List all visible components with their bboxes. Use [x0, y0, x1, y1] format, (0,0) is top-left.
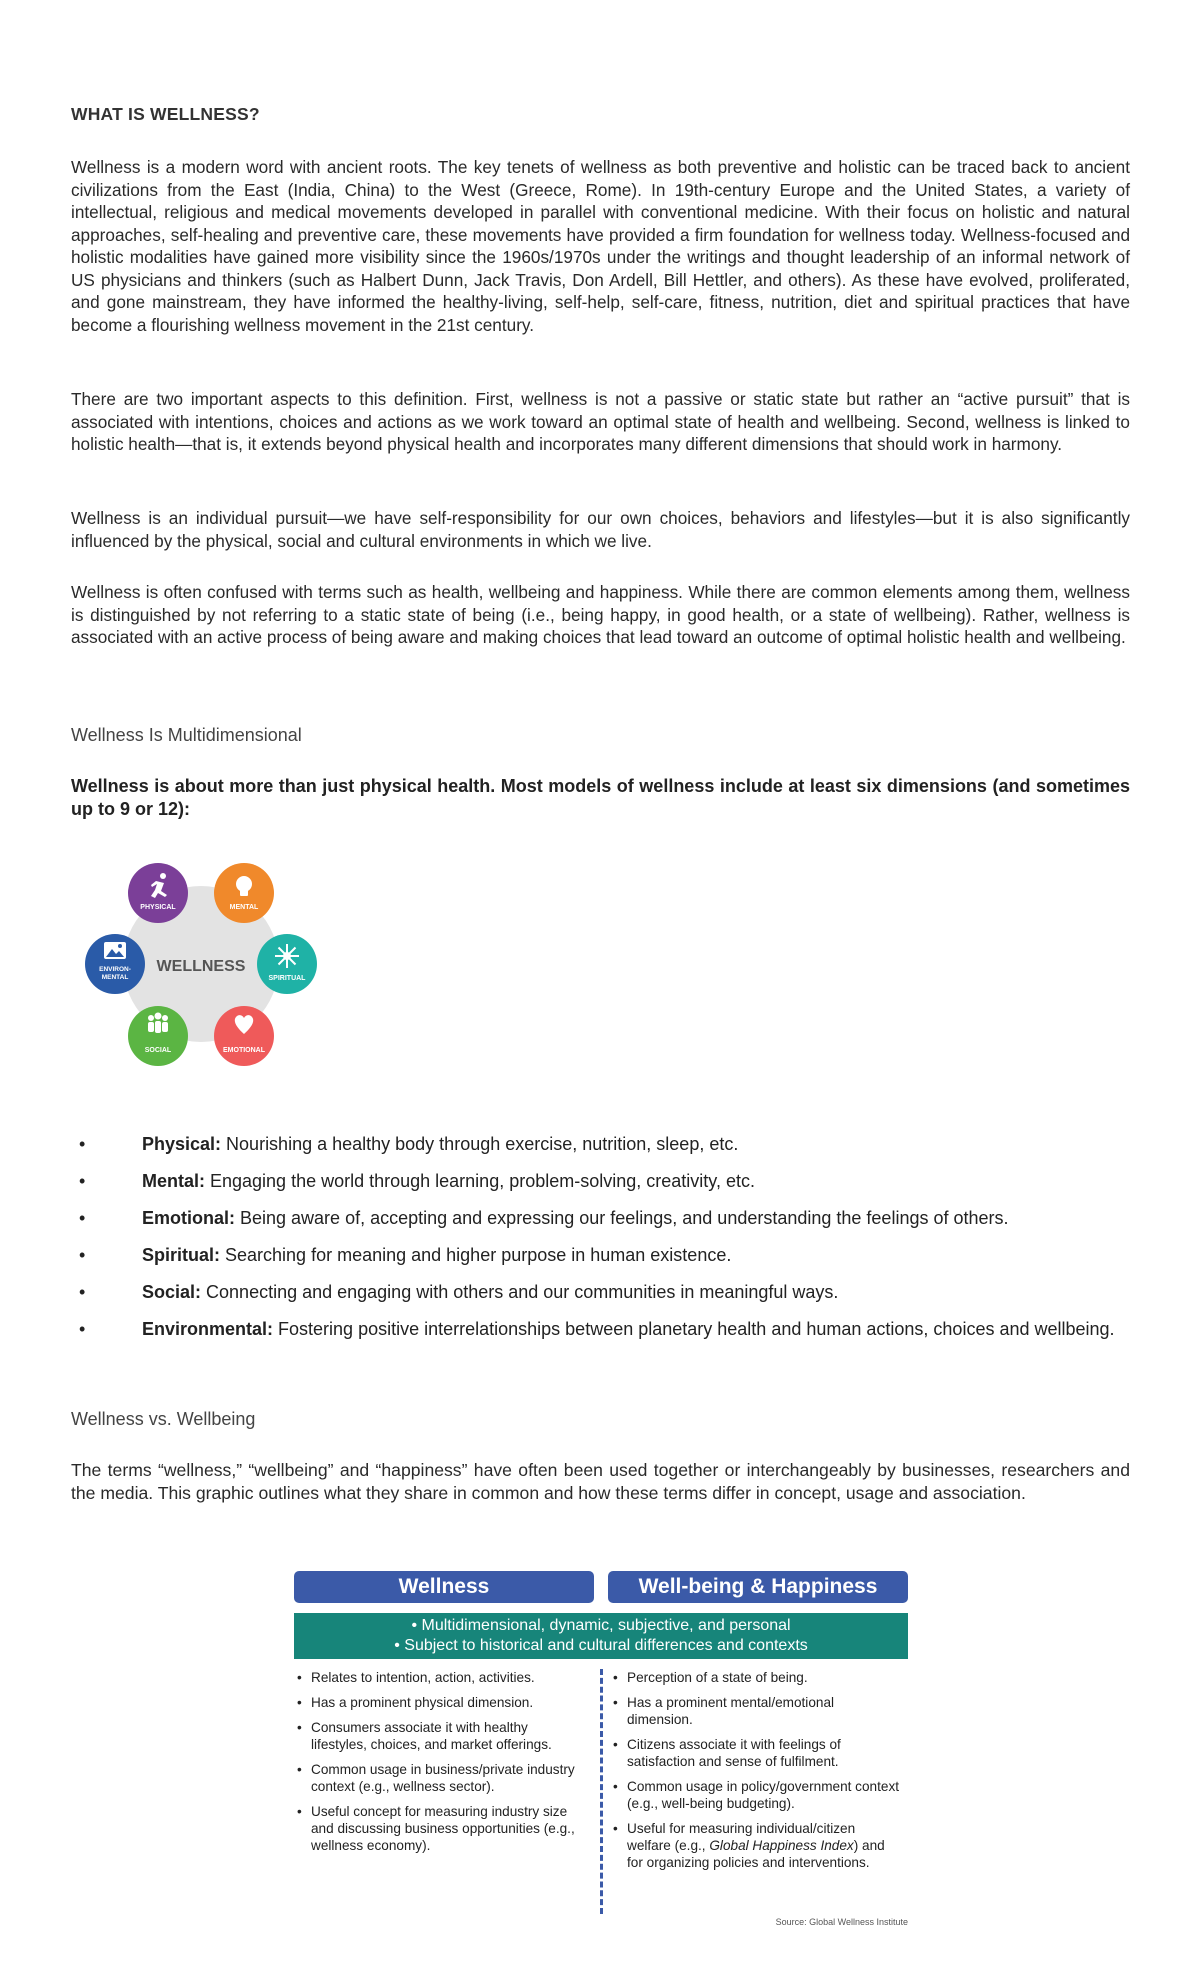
wheel-node-emotional	[214, 1006, 274, 1066]
dimension-desc: Searching for meaning and higher purpose in human existence.	[220, 1245, 732, 1265]
list-item: • Emotional: Being aware of, accepting and expressing our feelings, and understanding the feelings of others.	[79, 1208, 1009, 1228]
lotus-icon	[275, 944, 299, 968]
paragraph-terms: The terms “wellness,” “wellbeing” and “happiness” have often been used together or interchangeably by businesses, researchers and the media. This graphic outlines what they share in common and how these terms differ in concept, usage and association.	[71, 1460, 1130, 1503]
dimension-term: Social:	[142, 1282, 202, 1302]
section-heading-multidimensional: Wellness Is Multidimensional	[71, 725, 302, 745]
dimension-desc: Fostering positive interrelationships between planetary health and human actions, choices and wellbeing.	[273, 1319, 1115, 1339]
wheel-node-mental	[214, 863, 274, 923]
list-item: • Citizens associate it with feelings of satisfaction and sense of fulfilment.	[613, 1737, 841, 1769]
dimension-desc: Nourishing a healthy body through exercise, nutrition, sleep, etc.	[221, 1134, 739, 1154]
list-item: • Has a prominent physical dimension.	[297, 1695, 534, 1710]
dimension-term: Emotional:	[142, 1208, 235, 1228]
wellness-vs-wellbeing-graphic	[294, 1571, 908, 1926]
wheel-node-label: PHYSICAL	[140, 904, 176, 911]
shared-item: • Multidimensional, dynamic, subjective, and personal	[411, 1617, 791, 1634]
dimension-term: Physical:	[142, 1134, 222, 1154]
wheel-node-label: SOCIAL	[144, 1047, 172, 1054]
multidimensional-lead: Wellness is about more than just physical health. Most models of wellness include at least six dimensions (and sometimes up to 9 or 12):	[71, 776, 1130, 819]
wheel-node-label: ENVIRON-	[99, 966, 131, 973]
wellness-header: Wellness	[294, 1571, 594, 1603]
list-item: • Common usage in business/private industry context (e.g., wellness sector).	[297, 1762, 575, 1794]
list-item: • Environmental: Fostering positive interrelationships between planetary health and human actions, choices and wellbeing.	[79, 1319, 1115, 1339]
wheel-center-label: WELLNESS	[156, 958, 246, 975]
list-item: • Useful for measuring individual/citizen welfare (e.g., Global Happiness Index) and for organizing policies and interventions.	[613, 1821, 885, 1870]
list-item: • Has a prominent mental/emotional dimension.	[613, 1695, 835, 1727]
wellness-wheel-diagram	[71, 860, 331, 1080]
list-item: • Relates to intention, action, activities.	[297, 1670, 535, 1685]
wellness-column	[294, 1669, 584, 1862]
list-item: • Common usage in policy/government context (e.g., well-being budgeting).	[613, 1779, 900, 1811]
section-heading-wellness-vs-wellbeing: Wellness vs. Wellbeing	[71, 1409, 256, 1429]
shared-characteristics	[294, 1613, 908, 1659]
wheel-node-environmental	[85, 934, 145, 994]
dimension-desc: Engaging the world through learning, problem-solving, creativity, etc.	[205, 1171, 755, 1191]
dimension-term: Spiritual:	[142, 1245, 221, 1265]
wheel-node-label-line2: MENTAL	[101, 974, 129, 981]
paragraph-history: Wellness is a modern word with ancient roots. The key tenets of wellness as both preventive and holistic can be traced back to ancient civilizations from the East (India, China) to the West (Greece, Rome). In 19th-century Europe and the United States, a variety of intellectual, religious and medical movements developed in parallel with conventional medicine. With their focus on holistic and natural approaches, self-healing and preventive care, these movements have provided a firm foundation for wellness today. Wellness-focused and holistic modalities have gained more visibility since the 1960s/1970s under the writings and thought leadership of an informal network of US physicians and thinkers (such as Halbert Dunn, Jack Travis, Don Ardell, Bill Hettler, and others). As these have evolved, proliferated, and gone mainstream, they have informed the healthy-living, self-help, self-care, fitness, nutrition, diet and spiritual practices that have become a flourishing wellness movement in the 21st century.	[71, 157, 1130, 335]
page-title: WHAT IS WELLNESS?	[71, 104, 260, 124]
column-divider	[600, 1669, 603, 1914]
wheel-node-spiritual	[257, 934, 317, 994]
dimension-desc: Being aware of, accepting and expressing our feelings, and understanding the feelings of others.	[235, 1208, 1009, 1228]
wellbeing-column	[610, 1669, 900, 1879]
list-item: • Physical: Nourishing a healthy body through exercise, nutrition, sleep, etc.	[79, 1134, 739, 1154]
wheel-node-label: SPIRITUAL	[268, 975, 306, 982]
people-icon	[148, 1013, 168, 1034]
landscape-icon	[104, 942, 126, 959]
wheel-node-label: MENTAL	[229, 904, 259, 911]
dimension-term: Mental:	[142, 1171, 205, 1191]
wheel-node-physical	[128, 863, 188, 923]
dimension-term: Environmental:	[142, 1319, 274, 1339]
list-item: • Spiritual: Searching for meaning and higher purpose in human existence.	[79, 1245, 732, 1265]
wheel-node-label: EMOTIONAL	[223, 1047, 265, 1054]
list-item: • Mental: Engaging the world through learning, problem-solving, creativity, etc.	[79, 1171, 755, 1191]
dimension-desc: Connecting and engaging with others and our communities in meaningful ways.	[201, 1282, 839, 1302]
shared-item: • Subject to historical and cultural differences and contexts	[394, 1637, 808, 1654]
list-item: • Useful concept for measuring industry size and discussing business opportunities (e.g., wellness economy).	[297, 1804, 575, 1853]
list-item: • Social: Connecting and engaging with others and our communities in meaningful ways.	[79, 1282, 839, 1302]
source-credit: Source: Global Wellness Institute	[775, 1917, 908, 1927]
list-item: • Perception of a state of being.	[613, 1670, 808, 1685]
wellbeing-header: Well-being & Happiness	[608, 1571, 908, 1603]
paragraph-definition: There are two important aspects to this definition. First, wellness is not a passive or static state but rather an “active pursuit” that is associated with intentions, choices and actions as we work toward an optimal state of health and wellbeing. Second, wellness is linked to holistic health—that is, it extends beyond physical health and incorporates many different dimensions that should work in harmony.	[71, 389, 1130, 454]
list-item: • Consumers associate it with healthy lifestyles, choices, and market offerings.	[297, 1720, 552, 1752]
dimensions-list	[71, 1133, 1130, 1362]
paragraph-individual: Wellness is an individual pursuit—we have self-responsibility for our own choices, behaviors and lifestyles—but it is also significantly influenced by the physical, social and cultural environments in which we live.	[71, 508, 1130, 551]
paragraph-confusion: Wellness is often confused with terms such as health, wellbeing and happiness. While there are common elements among them, wellness is distinguished by not referring to a static state of being (i.e., being happy, in good health, or a state of wellbeing). Rather, wellness is associated with an active process of being aware and making choices that lead toward an outcome of optimal holistic health and wellbeing.	[71, 582, 1130, 647]
wheel-node-social	[128, 1006, 188, 1066]
